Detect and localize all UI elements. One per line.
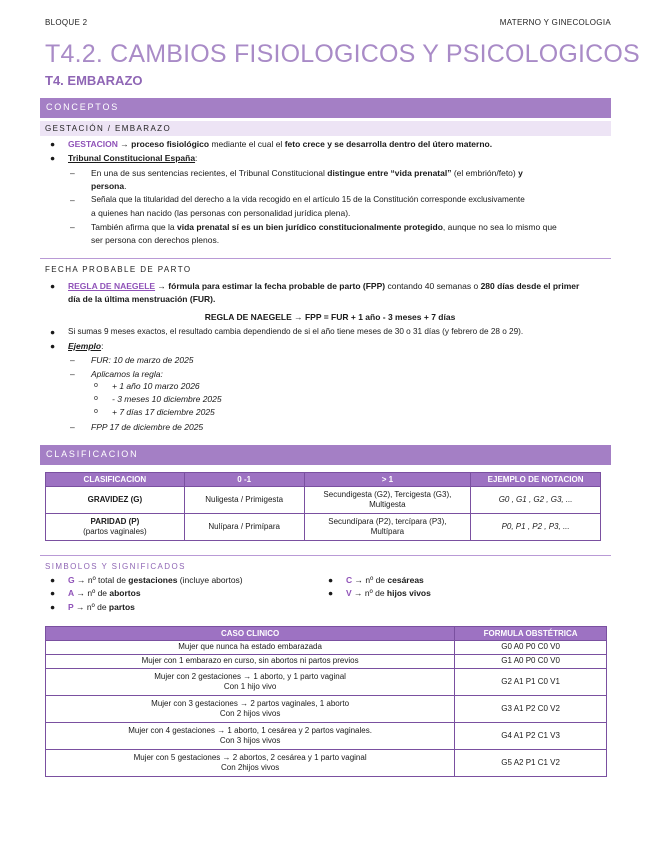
table-cell xyxy=(471,487,601,514)
symbol-item xyxy=(68,575,243,585)
list-item xyxy=(112,407,215,417)
arrow: → xyxy=(352,575,366,585)
cell-line: Con 3 hijos vivos xyxy=(219,736,281,745)
text: : xyxy=(101,341,104,351)
fpp-content xyxy=(50,281,610,431)
list-item xyxy=(91,369,163,379)
table-row xyxy=(46,514,601,541)
list-item-cont xyxy=(91,181,126,191)
row-sublabel: (partos vaginales) xyxy=(83,527,147,536)
table-cell: G1 A0 P0 C0 V0 xyxy=(455,655,607,669)
arrow: → xyxy=(291,312,305,322)
bullet: ● xyxy=(328,588,334,598)
arrow: → xyxy=(117,139,132,149)
text-bold: y xyxy=(518,168,523,178)
text: nº de xyxy=(86,602,109,612)
dash: – xyxy=(70,222,75,232)
list-item xyxy=(68,341,103,351)
symbol-letter: A xyxy=(68,588,75,598)
text: (incluye abortos) xyxy=(177,575,243,585)
table-cell xyxy=(46,487,185,514)
text-bold: hijos vivos xyxy=(386,588,431,598)
bullet: ● xyxy=(50,575,56,585)
arrow: → xyxy=(74,575,88,585)
header-left: BLOQUE 2 xyxy=(45,18,88,27)
text: nº de xyxy=(87,588,110,598)
column-header: CLASIFICACION xyxy=(46,473,185,487)
term-naegele: REGLA DE NAEGELE xyxy=(68,281,156,291)
list-item xyxy=(68,153,197,163)
text: : xyxy=(195,153,198,163)
text: (el embrión/feto) xyxy=(451,168,519,178)
cell-line: Multigesta xyxy=(369,500,406,509)
table-row xyxy=(46,696,607,723)
text-bold: fórmula para estimar la fecha probable de parto (FPP) xyxy=(168,281,386,291)
list-item-cont: a quienes han nacido (las personas con personalidad jurídica plena). xyxy=(91,208,351,218)
term-gestacion: GESTACION xyxy=(68,139,118,149)
text-bold: cesáreas xyxy=(387,575,424,585)
column-header: EJEMPLO DE NOTACION xyxy=(471,473,601,487)
text-bold: feto crece y se desarrolla dentro del útero materno. xyxy=(284,139,493,149)
term-tribunal: Tribunal Constitucional España xyxy=(68,153,196,163)
list-item: Señala que la titularidad del derecho a la vida recogido en el artículo 15 de la Constitución corresponde exclusivamente xyxy=(91,195,525,204)
text: En una de sus sentencias recientes, el Tribunal Constitucional xyxy=(91,168,328,178)
table-cell xyxy=(46,514,185,541)
text-bold: vida prenatal sí es un bien jurídico constitucionalmente protegido xyxy=(177,222,443,232)
text-italic: FPP 17 de diciembre de 2025 xyxy=(91,422,204,432)
table-row xyxy=(46,669,607,696)
text-bold: gestaciones xyxy=(128,575,178,585)
column-header: > 1 xyxy=(304,473,471,487)
section-bar-clasificacion: CLASIFICACION xyxy=(40,445,611,465)
cell-line: Mujer con 5 gestaciones → 2 abortos, 2 cesárea y 1 parto vaginal xyxy=(133,752,367,762)
list-item-cont: ser persona con derechos plenos. xyxy=(91,235,220,245)
table-header-row xyxy=(46,473,601,487)
arrow: → xyxy=(74,588,88,598)
bullet: ● xyxy=(50,588,56,598)
simbolos-list xyxy=(50,575,610,620)
clasificacion-table xyxy=(45,472,601,541)
text: nº total de xyxy=(87,575,129,585)
table-cell: G2 A1 P1 C0 V1 xyxy=(455,669,607,696)
section-bar-conceptos: CONCEPTOS xyxy=(40,98,611,118)
table-cell xyxy=(304,514,471,541)
cell-line: Mujer con 3 gestaciones → 2 partos vaginales, 1 aborto xyxy=(151,698,350,708)
table-row xyxy=(46,655,607,669)
table-row xyxy=(46,641,607,655)
text: contando 40 semanas o xyxy=(385,281,481,291)
text-bold: abortos xyxy=(109,588,141,598)
text-bold: día de la última menstruación (FUR). xyxy=(68,294,216,304)
table-cell xyxy=(46,750,455,777)
cell-line: Con 1 hijo vivo xyxy=(223,682,277,691)
symbol-letter: V xyxy=(346,588,352,598)
bullet: ● xyxy=(50,602,56,612)
list-item xyxy=(112,381,200,391)
column-header: 0 -1 xyxy=(184,473,304,487)
circle-bullet: o xyxy=(94,382,98,389)
rule-formula: FPP = FUR + 1 año - 3 meses + 7 días xyxy=(304,312,456,322)
arrow: → xyxy=(351,588,365,598)
bullet: ● xyxy=(50,327,56,337)
page-title: T4.2. CAMBIOS FISIOLOGICOS Y PSICOLOGICOS xyxy=(45,40,640,68)
symbol-item xyxy=(346,588,431,598)
text: También afirma que la xyxy=(91,222,177,232)
table-cell: Nuligesta / Primigesta xyxy=(184,487,304,514)
rule-title: REGLA DE NAEGELE xyxy=(204,312,292,322)
list-item xyxy=(91,422,203,432)
bullet: ● xyxy=(50,341,56,351)
bullet: ● xyxy=(328,575,334,585)
table-cell: G4 A1 P2 C1 V3 xyxy=(455,723,607,750)
text: , aunque no sea lo mismo que xyxy=(442,222,557,232)
table-cell xyxy=(46,696,455,723)
cell-line: Mujer con 4 gestaciones → 1 aborto, 1 cesárea y 2 partos vaginales. xyxy=(128,725,372,735)
dash: – xyxy=(70,195,75,205)
text-italic: + 1 año 10 marzo 2026 xyxy=(112,381,200,391)
text-bold: distingue entre “vida prenatal” xyxy=(327,168,452,178)
table-header-row xyxy=(46,627,607,641)
table-cell: G3 A1 P2 C0 V2 xyxy=(455,696,607,723)
page-subtitle: T4. EMBARAZO xyxy=(45,73,143,88)
table-row xyxy=(46,723,607,750)
list-item-cont xyxy=(68,294,215,304)
column-header: CASO CLINICO xyxy=(46,627,455,641)
list-item xyxy=(91,355,194,365)
header-right: MATERNO Y GINECOLOGIA xyxy=(499,18,611,27)
text-bold: proceso fisiológico xyxy=(131,139,210,149)
row-label: GRAVIDEZ (G) xyxy=(87,494,143,504)
arrow: → xyxy=(73,602,87,612)
table-cell: G0 A0 P0 C0 V0 xyxy=(455,641,607,655)
text-bold: persona xyxy=(91,181,125,191)
table-cell: Nulípara / Primípara xyxy=(184,514,304,541)
symbol-letter: C xyxy=(346,575,353,585)
cell-text: G0 , G1 , G2 , G3, ... xyxy=(498,494,573,504)
list-item xyxy=(112,394,222,404)
cell-text: P0, P1 , P2 , P3, ... xyxy=(501,521,570,531)
text-bold: 280 días desde el primer xyxy=(480,281,580,291)
dash: – xyxy=(70,369,75,379)
text: nº de xyxy=(365,575,388,585)
text: nº de xyxy=(364,588,387,598)
table-row xyxy=(46,750,607,777)
casos-table xyxy=(45,626,607,777)
subsection-fpp: FECHA PROBABLE DE PARTO xyxy=(45,265,192,274)
dash: – xyxy=(70,355,75,365)
cell-line: Con 2 hijos vivos xyxy=(219,709,281,718)
table-cell: Mujer con 1 embarazo en curso, sin abortos ni partos previos xyxy=(46,655,455,669)
conceptos-content xyxy=(50,139,610,249)
dash: – xyxy=(70,168,75,178)
cell-line: Mujer con 2 gestaciones → 1 aborto, y 1 parto vaginal xyxy=(154,671,346,681)
table-cell xyxy=(46,669,455,696)
divider xyxy=(40,258,611,259)
cell-line: Multípara xyxy=(370,527,405,536)
list-item: Si sumas 9 meses exactos, el resultado cambia dependiendo de si el año tiene meses de 30 o 31 días (y febrero de 28 o 29). xyxy=(68,327,524,336)
table-cell xyxy=(471,514,601,541)
text: mediante el cual el xyxy=(209,139,285,149)
table-cell: Mujer que nunca ha estado embarazada xyxy=(46,641,455,655)
table-cell xyxy=(304,487,471,514)
circle-bullet: o xyxy=(94,395,98,402)
list-item xyxy=(91,168,523,178)
cell-line: Secundigesta (G2), Tercigesta (G3), xyxy=(323,489,452,499)
circle-bullet: o xyxy=(94,408,98,415)
row-label: PARIDAD (P) xyxy=(90,516,140,526)
bullet: ● xyxy=(50,139,56,149)
table-cell xyxy=(46,723,455,750)
text-italic: + 7 días 17 diciembre 2025 xyxy=(112,407,215,417)
symbol-letter: G xyxy=(68,575,75,585)
symbol-item xyxy=(68,588,141,598)
bullet: ● xyxy=(50,153,56,163)
table-cell: G5 A2 P1 C1 V2 xyxy=(455,750,607,777)
naegele-rule xyxy=(50,312,610,322)
term-ejemplo: Ejemplo xyxy=(68,341,102,351)
symbol-letter: P xyxy=(68,602,74,612)
bullet: ● xyxy=(50,281,56,291)
table-row xyxy=(46,487,601,514)
subsection-simbolos: SIMBOLOS Y SIGNIFICADOS xyxy=(45,562,186,571)
text: . xyxy=(124,181,127,191)
cell-line: Secundípara (P2), tercípara (P3), xyxy=(328,516,447,526)
list-item xyxy=(91,222,557,232)
list-item xyxy=(68,281,579,291)
dash: – xyxy=(70,422,75,432)
symbol-item xyxy=(68,602,135,612)
text-bold: partos xyxy=(108,602,135,612)
arrow: → xyxy=(155,281,169,291)
divider xyxy=(40,555,611,556)
text-italic: - 3 meses 10 diciembre 2025 xyxy=(112,394,222,404)
column-header: FORMULA OBSTÉTRICA xyxy=(455,627,607,641)
cell-line: Con 2hijos vivos xyxy=(220,763,280,772)
symbol-item xyxy=(346,575,424,585)
text-italic: FUR: 10 de marzo de 2025 xyxy=(91,355,194,365)
text-italic: Aplicamos la regla: xyxy=(91,369,163,379)
subsection-gestacion: GESTACIÓN / EMBARAZO xyxy=(40,121,611,136)
list-item xyxy=(68,139,492,149)
